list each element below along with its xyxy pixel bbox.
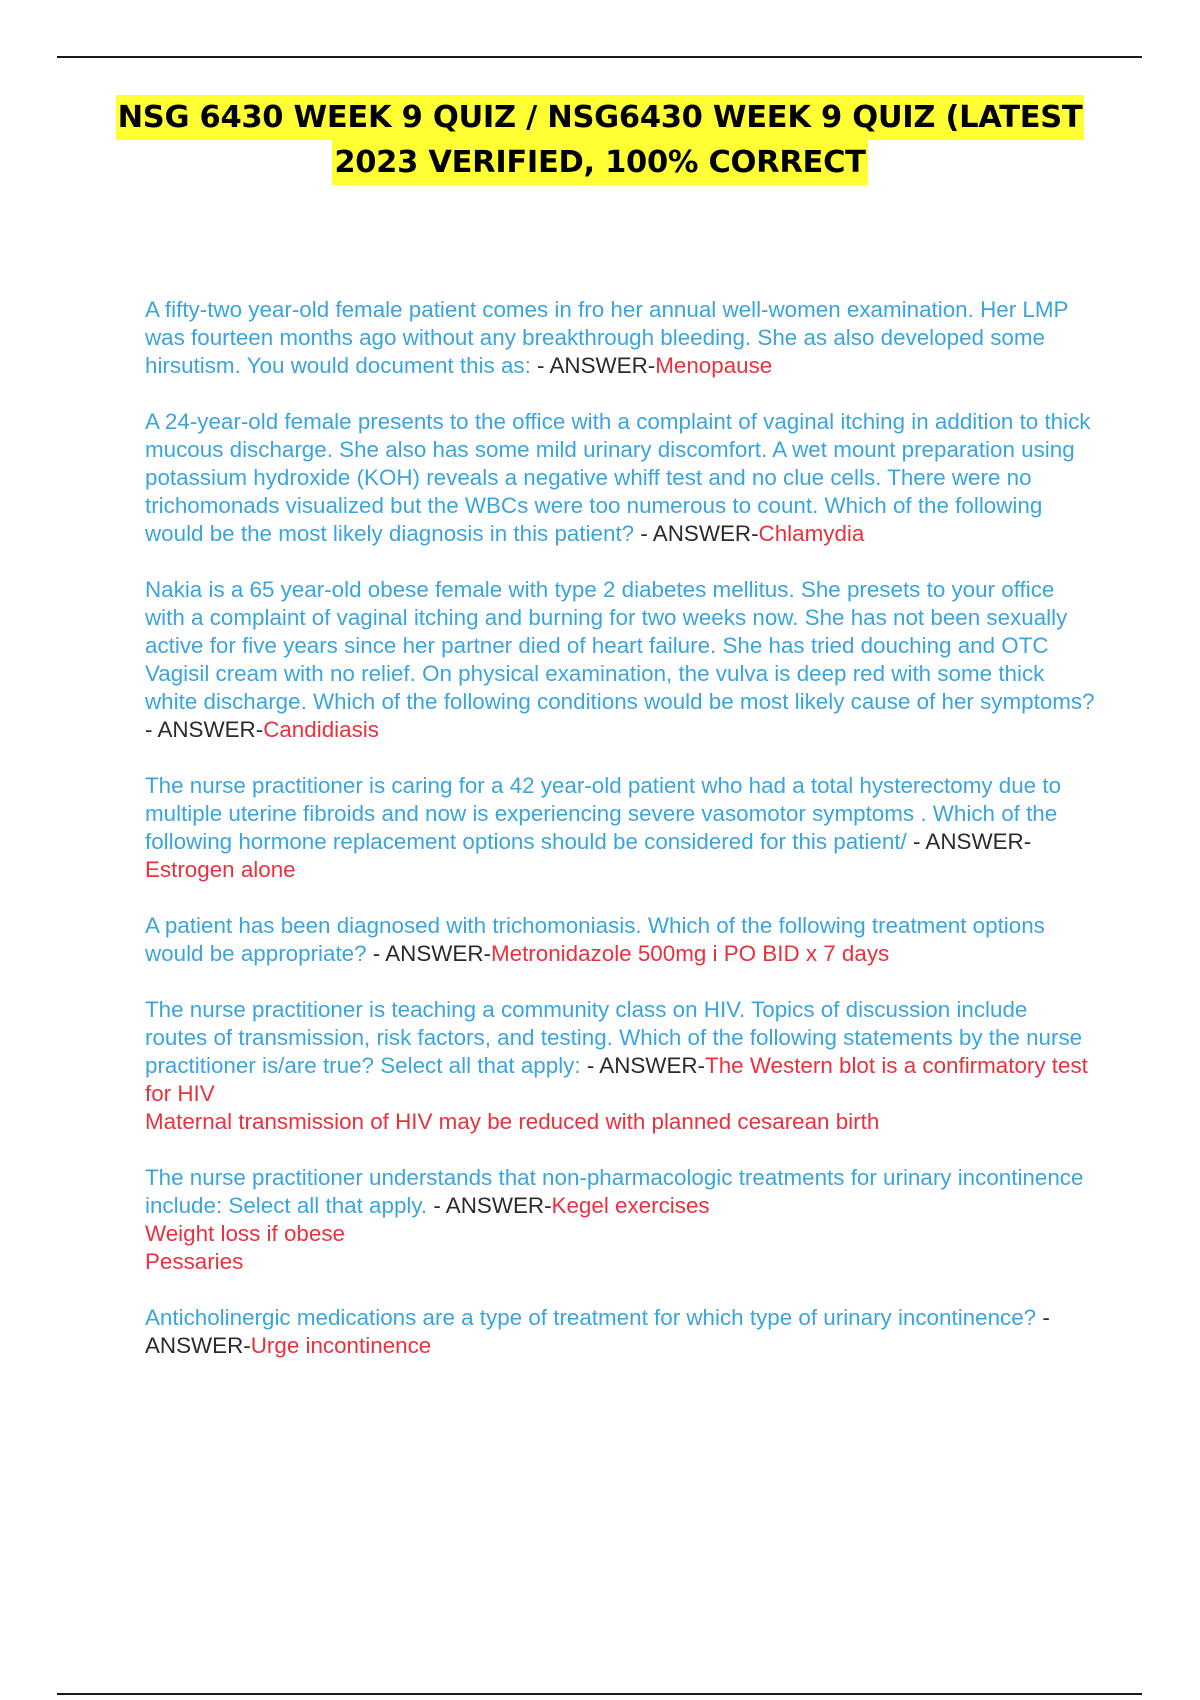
qa-item [145,1304,1095,1360]
answer-text: Candidiasis [263,717,379,742]
answer-text: Chlamydia [758,521,865,546]
qa-item [145,408,1095,548]
qa-item [145,996,1095,1136]
qa-item [145,912,1095,968]
question-text: Nakia is a 65 year-old obese female with type 2 diabetes mellitus. She presets to your office with a complaint of vaginal itching and burning for two weeks now. She has not been sexually active for five years since her partner died of heart failure. She has tried douching and OTC Vagisil cream with no relief. On physical examination, the vulva is deep red with some thick white discharge. Which of the following conditions would be most likely cause of her symptoms? [145,577,1095,714]
question-text: A 24-year-old female presents to the office with a complaint of vaginal itching in addition to thick mucous discharge. She also has some mild urinary discomfort. A wet mount preparation using potassium hydroxide (KOH) reveals a negative whiff test and no clue cells. There were no trichomonads visualized but the WBCs were too numerous to count. Which of the following would be the most likely diagnosis in this patient? [145,409,1091,546]
answer-separator: - ANSWER- [145,1305,1050,1358]
question-text: A patient has been diagnosed with trichomoniasis. Which of the following treatment options would be appropriate? [145,913,1045,966]
qa-item [145,772,1095,884]
qa-item [145,576,1095,744]
page-title [100,95,1100,185]
answer-separator: - ANSWER- [530,353,656,378]
question-text: Anticholinergic medications are a type of treatment for which type of urinary incontinence? [145,1305,1037,1330]
question-text: The nurse practitioner is teaching a community class on HIV. Topics of discussion include routes of transmission, risk factors, and testing. Which of the following statements by the nurse practitioner is/are true? Select all that apply: [145,997,1083,1078]
question-text: The nurse practitioner understands that non-pharmacologic treatments for urinary incontinence include: Select all that apply. [145,1165,1084,1218]
qa-list [145,296,1095,1388]
title-line-2: 2023 VERIFIED, 100% CORRECT [332,140,867,185]
answer-separator: - ANSWER- [145,717,264,742]
answer-separator: - ANSWER- [634,521,759,546]
answer-extra-line: Maternal transmission of HIV may be reduced with planned cesarean birth [145,1109,880,1134]
answer-text: Menopause [655,353,773,378]
question-text: A fifty-two year-old female patient comes in fro her annual well-women examination. Her LMP was fourteen months ago without any breakthrough bleeding. She as also developed some hirsutism. You would document this as: [145,297,1069,378]
question-text: The nurse practitioner is caring for a 42 year-old patient who had a total hysterectomy due to multiple uterine fibroids and now is experiencing severe vasomotor symptoms . Which of the following hormone replacement options should be considered for this patient/ [145,773,1062,854]
answer-text: The Western blot is a confirmatory test for HIV [145,1053,1088,1106]
title-line-1: NSG 6430 WEEK 9 QUIZ / NSG6430 WEEK 9 QUIZ (LATEST [116,95,1085,140]
top-rule [57,56,1142,58]
bottom-rule [57,1693,1142,1695]
answer-extra-line: Weight loss if obese [145,1221,345,1246]
answer-extra-line: Pessaries [145,1249,244,1274]
answer-text: Metronidazole 500mg i PO BID x 7 days [490,941,890,966]
qa-item [145,296,1095,380]
answer-separator: - ANSWER- [906,829,1032,854]
qa-item [145,1164,1095,1276]
answer-separator: - ANSWER- [366,941,491,966]
answer-text: Urge incontinence [250,1333,432,1358]
answer-text: Estrogen alone [145,857,296,882]
answer-separator: - ANSWER- [580,1053,706,1078]
answer-text: Kegel exercises [551,1193,710,1218]
answer-separator: - ANSWER- [427,1193,552,1218]
